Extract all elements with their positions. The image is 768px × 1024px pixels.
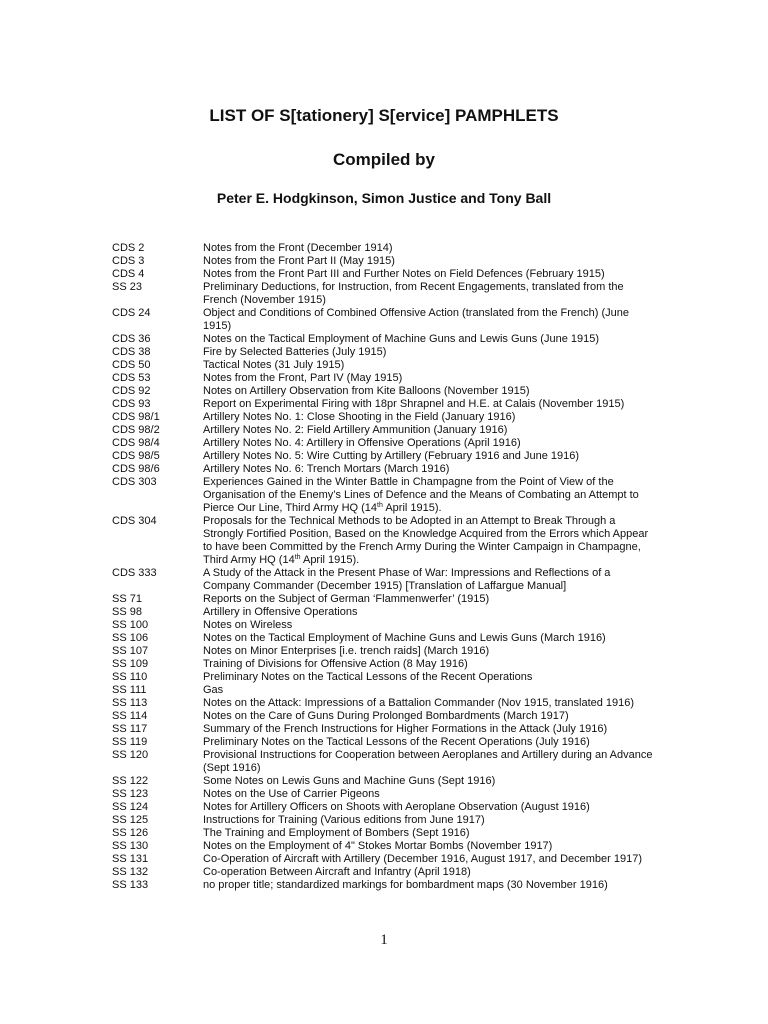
- list-item: [112, 645, 657, 658]
- pamphlet-code: CDS 93: [112, 398, 151, 410]
- pamphlet-description: Instructions for Training (Various editions from June 1917): [203, 814, 485, 826]
- pamphlet-code: SS 100: [112, 619, 149, 631]
- pamphlet-description: Summary of the French Instructions for Higher Formations in the Attack (July 1916): [203, 723, 608, 735]
- pamphlet-code: SS 131: [112, 853, 149, 865]
- pamphlet-description: Notes from the Front (December 1914): [203, 242, 393, 254]
- pamphlet-code: CDS 98/4: [112, 437, 160, 449]
- pamphlet-description: Some Notes on Lewis Guns and Machine Guns (Sept 1916): [203, 775, 496, 787]
- pamphlet-description: Artillery Notes No. 6: Trench Mortars (March 1916): [203, 463, 450, 475]
- list-item: [112, 268, 657, 281]
- list-item: [112, 723, 657, 736]
- pamphlet-code: SS 113: [112, 697, 148, 709]
- list-item: [112, 372, 657, 385]
- pamphlet-code: CDS 3: [112, 255, 145, 267]
- list-item: [112, 450, 657, 463]
- pamphlet-list: [112, 242, 657, 892]
- list-item: [112, 840, 657, 853]
- list-item: [112, 866, 657, 879]
- pamphlet-description: Notes on Wireless: [203, 619, 293, 631]
- list-item: [112, 632, 657, 645]
- list-item: [112, 242, 657, 255]
- pamphlet-code: SS 107: [112, 645, 149, 657]
- document-title: LIST OF S[tationery] S[ervice] PAMPHLETS: [209, 106, 559, 125]
- pamphlet-code: SS 133: [112, 879, 149, 891]
- pamphlet-code: SS 98: [112, 606, 142, 618]
- pamphlet-description: Notes from the Front Part II (May 1915): [203, 255, 395, 267]
- list-item: [112, 437, 657, 450]
- list-item: [112, 476, 657, 515]
- list-item: [112, 411, 657, 424]
- pamphlet-description: Report on Experimental Firing with 18pr Shrapnel and H.E. at Calais (November 1915): [203, 398, 625, 410]
- pamphlet-code: CDS 92: [112, 385, 151, 397]
- pamphlet-code: SS 109: [112, 658, 149, 670]
- list-item: [112, 827, 657, 840]
- pamphlet-code: CDS 2: [112, 242, 145, 254]
- pamphlet-description: Notes on the Attack: Impressions of a Battalion Commander (Nov 1915, translated 1916): [203, 697, 635, 709]
- pamphlet-description: no proper title; standardized markings for bombardment maps (30 November 1916): [203, 879, 608, 891]
- list-item: [112, 619, 657, 632]
- list-item: [112, 775, 657, 788]
- pamphlet-description: Training of Divisions for Offensive Action (8 May 1916): [203, 658, 468, 670]
- pamphlet-code: CDS 53: [112, 372, 151, 384]
- list-item: [112, 710, 657, 723]
- pamphlet-description: Artillery Notes No. 5: Wire Cutting by Artillery (February 1916 and June 1916): [203, 450, 579, 462]
- list-item: [112, 736, 657, 749]
- list-item: [112, 567, 657, 593]
- description-text-end: April 1915).: [382, 502, 442, 514]
- list-item: [112, 788, 657, 801]
- pamphlet-code: SS 110: [112, 671, 148, 683]
- pamphlet-description: Notes on the Tactical Employment of Machine Guns and Lewis Guns (March 1916): [203, 632, 606, 644]
- pamphlet-description: Notes on the Use of Carrier Pigeons: [203, 788, 380, 800]
- pamphlet-code: SS 125: [112, 814, 149, 826]
- list-item: [112, 814, 657, 827]
- pamphlet-description: Artillery Notes No. 4: Artillery in Offensive Operations (April 1916): [203, 437, 521, 449]
- list-item: [112, 671, 657, 684]
- list-item: [112, 697, 657, 710]
- pamphlet-description: Co-Operation of Aircraft with Artillery (December 1916, August 1917, and December 1917): [203, 853, 643, 865]
- list-item: [112, 515, 657, 567]
- pamphlet-code: SS 132: [112, 866, 149, 878]
- list-item: [112, 398, 657, 411]
- pamphlet-code: SS 111: [112, 684, 147, 696]
- pamphlet-code: CDS 304: [112, 515, 157, 527]
- pamphlet-code: SS 122: [112, 775, 149, 787]
- pamphlet-description: Tactical Notes (31 July 1915): [203, 359, 345, 371]
- pamphlet-description: A Study of the Attack in the Present Phase of War: Impressions and Reflections of a Company Commander (December 1915) [Translation of Laffargue Manual]: [203, 567, 611, 592]
- description-text: Proposals for the Technical Methods to be Adopted in an Attempt to Break Through a Strongly Fortified Position, Based on the Knowledge Acquired from the Errors which Appear to have been Committed by the French Army During the Winter Campaign in Champagne, Third Army HQ (14: [203, 515, 649, 566]
- pamphlet-code: SS 23: [112, 281, 142, 293]
- pamphlet-description: Object and Conditions of Combined Offensive Action (translated from the French) (June 1915): [203, 307, 629, 332]
- list-item: [112, 255, 657, 268]
- pamphlet-description: Notes on Minor Enterprises [i.e. trench raids] (March 1916): [203, 645, 490, 657]
- list-item: [112, 853, 657, 866]
- list-item: [112, 281, 657, 307]
- pamphlet-code: CDS 98/2: [112, 424, 160, 436]
- pamphlet-code: CDS 98/5: [112, 450, 160, 462]
- pamphlet-code: SS 130: [112, 840, 149, 852]
- pamphlet-description: Notes from the Front Part III and Further Notes on Field Defences (February 1915): [203, 268, 605, 280]
- pamphlet-code: CDS 24: [112, 307, 151, 319]
- pamphlet-code: SS 124: [112, 801, 149, 813]
- pamphlet-description: Artillery Notes No. 2: Field Artillery Ammunition (January 1916): [203, 424, 508, 436]
- compiled-by-heading: Compiled by: [332, 150, 435, 169]
- pamphlet-description: Notes on Artillery Observation from Kite Balloons (November 1915): [203, 385, 530, 397]
- list-item: [112, 333, 657, 346]
- pamphlet-description: Preliminary Notes on the Tactical Lessons of the Recent Operations (July 1916): [203, 736, 590, 748]
- list-item: [112, 593, 657, 606]
- list-item: [112, 346, 657, 359]
- pamphlet-code: CDS 38: [112, 346, 151, 358]
- pamphlet-code: SS 120: [112, 749, 149, 761]
- description-text: Experiences Gained in the Winter Battle in Champagne from the Point of View of the Organisation of the Enemy’s Lines of Defence and the Means of Combating an Attempt to Pierce Our Line, Third Army HQ (14: [203, 476, 639, 514]
- list-item: [112, 606, 657, 619]
- ordinal-suffix: th: [294, 554, 301, 561]
- pamphlet-description: Notes on the Care of Guns During Prolonged Bombardments (March 1917): [203, 710, 569, 722]
- list-item: [112, 801, 657, 814]
- list-item: [112, 463, 657, 476]
- pamphlet-description: The Training and Employment of Bombers (Sept 1916): [203, 827, 470, 839]
- pamphlet-description: Reports on the Subject of German ‘Flammenwerfer’ (1915): [203, 593, 490, 605]
- pamphlet-code: CDS 303: [112, 476, 157, 488]
- list-item: [112, 658, 657, 671]
- pamphlet-code: SS 126: [112, 827, 149, 839]
- page-number: 1: [380, 932, 388, 948]
- pamphlet-code: SS 106: [112, 632, 149, 644]
- description-text-end: April 1915).: [300, 554, 360, 566]
- pamphlet-description: Preliminary Deductions, for Instruction, from Recent Engagements, translated from the French (November 1915): [203, 281, 624, 306]
- list-item: [112, 749, 657, 775]
- pamphlet-code: SS 123: [112, 788, 149, 800]
- pamphlet-description: [203, 515, 657, 567]
- pamphlet-description: [203, 476, 657, 515]
- pamphlet-code: CDS 98/6: [112, 463, 160, 475]
- list-item: [112, 879, 657, 892]
- pamphlet-code: SS 117: [112, 723, 148, 735]
- list-item: [112, 684, 657, 697]
- pamphlet-code: CDS 333: [112, 567, 157, 579]
- pamphlet-code: SS 71: [112, 593, 142, 605]
- pamphlet-description: Notes on the Tactical Employment of Machine Guns and Lewis Guns (June 1915): [203, 333, 600, 345]
- pamphlet-code: SS 114: [112, 710, 148, 722]
- pamphlet-description: Notes from the Front, Part IV (May 1915): [203, 372, 403, 384]
- pamphlet-code: CDS 98/1: [112, 411, 160, 423]
- pamphlet-description: Preliminary Notes on the Tactical Lessons of the Recent Operations: [203, 671, 533, 683]
- pamphlet-code: CDS 36: [112, 333, 151, 345]
- pamphlet-description: Notes on the Employment of 4" Stokes Mortar Bombs (November 1917): [203, 840, 553, 852]
- pamphlet-code: SS 119: [112, 736, 148, 748]
- pamphlet-description: Provisional Instructions for Cooperation between Aeroplanes and Artillery during an Advance (Sept 1916): [203, 749, 653, 774]
- pamphlet-description: Notes for Artillery Officers on Shoots with Aeroplane Observation (August 1916): [203, 801, 590, 813]
- list-item: [112, 385, 657, 398]
- authors-line: Peter E. Hodgkinson, Simon Justice and Tony Ball: [216, 190, 552, 206]
- list-item: [112, 424, 657, 437]
- ordinal-suffix: th: [377, 502, 383, 509]
- pamphlet-description: Artillery Notes No. 1: Close Shooting in the Field (January 1916): [203, 411, 516, 423]
- pamphlet-description: Fire by Selected Batteries (July 1915): [203, 346, 387, 358]
- pamphlet-code: CDS 50: [112, 359, 151, 371]
- pamphlet-description: Artillery in Offensive Operations: [203, 606, 358, 618]
- pamphlet-description: Gas: [203, 684, 224, 696]
- list-item: [112, 307, 657, 333]
- pamphlet-description: Co-operation Between Aircraft and Infantry (April 1918): [203, 866, 471, 878]
- pamphlet-code: CDS 4: [112, 268, 145, 280]
- list-item: [112, 359, 657, 372]
